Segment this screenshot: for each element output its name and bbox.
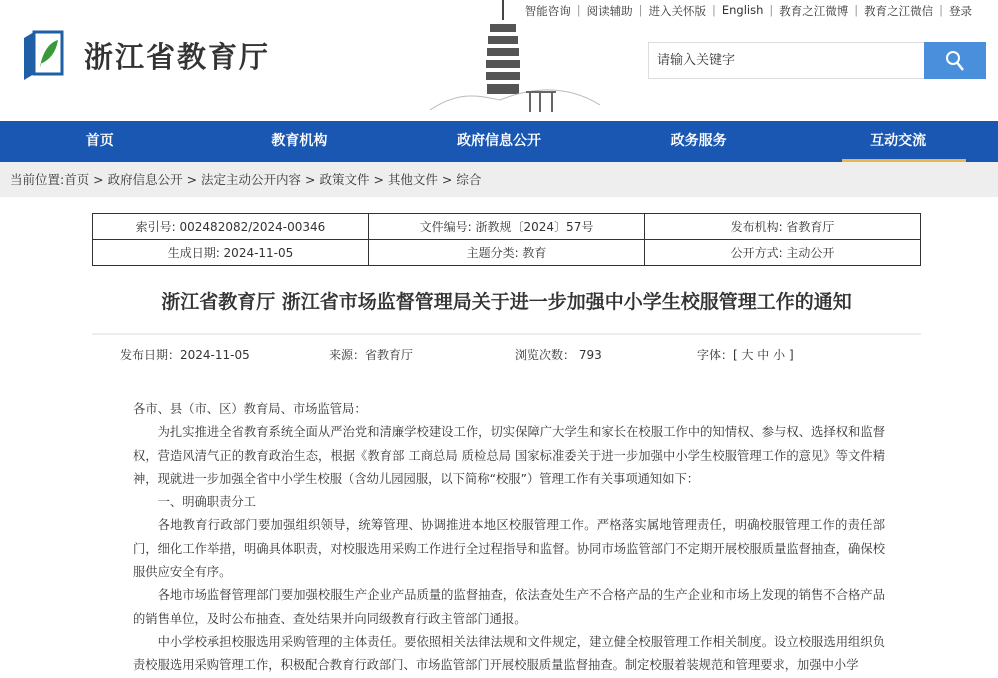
nav-services[interactable]: 政务服务 xyxy=(670,133,727,149)
meta-created: 生成日期: 2024-11-05 xyxy=(93,240,369,266)
search-box xyxy=(648,42,986,79)
meta-doc-no: 文件编号: 浙教规〔2024〕57号 xyxy=(369,214,645,240)
divider: | xyxy=(638,3,643,17)
nav-interaction[interactable]: 互动交流 xyxy=(798,121,998,162)
search-input[interactable] xyxy=(648,42,924,79)
divider xyxy=(92,333,921,335)
divider: | xyxy=(576,3,581,17)
divider: | xyxy=(939,3,943,17)
font-size-control[interactable]: 字体：[ 大 中 小 ] xyxy=(697,348,794,362)
divider: | xyxy=(854,3,859,17)
divider: | xyxy=(711,3,716,17)
paragraph: 中小学校承担校服选用采购管理的主体责任。要依照相关法律法规和文件规定，建立健全校服管理工作相关制度。设立校服选用组织负责校服选用采购管理工作，积极配合教育行政部门、市场监管部门开展校服质量监督抽查。制定校服着装规范和管理要求，加强中小学 xyxy=(133,634,885,673)
top-links xyxy=(525,3,972,19)
section-heading: 一、明确职责分工 xyxy=(157,495,256,510)
nav-gov-info[interactable]: 政府信息公开 xyxy=(456,133,541,149)
article-title: 浙江省教育厅 浙江省市场监督管理局关于进一步加强中小学生校服管理工作的通知 xyxy=(161,291,852,313)
publish-date: 发布日期：2024-11-05 xyxy=(120,348,250,362)
document-meta-table xyxy=(92,213,921,266)
link-care-version[interactable]: 进入关怀版 xyxy=(648,4,706,18)
meta-open-mode: 公开方式: 主动公开 xyxy=(645,240,921,266)
paragraph: 各地市场监督管理部门要加强校服生产企业产品质量的监督抽查，依法查处生产不合格产品的生产企业和市场上发现的销售不合格产品的销售单位，及时公布抽查、查处结果并向同级教育行政主管部门通报。 xyxy=(133,588,885,626)
paragraph: 为扎实推进全省教育系统全面从严治党和清廉学校建设工作，切实保障广大学生和家长在校服工作中的知情权、参与权、选择权和监督权，营造风清气正的教育政治生态，根据《教育部 工商总局 质检总局 国家标准委关于进一步加强中小学生校服管理工作的意见》等文件精神，现就进一步加强全省中小学生校服（含幼儿园园服，以下简称“校服”）管理工作有关事项通知如下： xyxy=(133,425,885,486)
link-reading-aid[interactable]: 阅读辅助 xyxy=(586,4,633,18)
breadcrumb: 当前位置:首页 > 政府信息公开 > 法定主动公开内容 > 政策文件 > 其他文件 > 综合 xyxy=(0,162,998,197)
nav-home[interactable]: 首页 xyxy=(85,133,114,149)
view-count: 浏览次数： 793 xyxy=(515,348,602,362)
search-button[interactable] xyxy=(924,42,986,79)
article-body xyxy=(133,398,885,678)
nav-institutions[interactable]: 教育机构 xyxy=(271,133,328,149)
site-name: 浙江省教育厅 xyxy=(84,39,271,74)
site-logo[interactable] xyxy=(20,28,270,82)
logo-emblem-icon xyxy=(20,28,66,82)
link-login[interactable]: 登录 xyxy=(949,4,972,18)
paragraph: 各地教育行政部门要加强组织领导，统筹管理、协调推进本地区校服管理工作。严格落实属地管理责任，明确校服管理工作的责任部门，细化工作举措，明确具体职责，对校服选用采购工作进行全过程指导和监督。协同市场监管部门不定期开展校服质量监督抽查，确保校服供应安全有序。 xyxy=(133,518,885,580)
divider: | xyxy=(769,3,774,17)
paragraph: 各市、县（市、区）教育局、市场监管局： xyxy=(133,402,367,416)
link-wechat[interactable]: 教育之江微信 xyxy=(864,4,934,18)
link-weibo[interactable]: 教育之江微博 xyxy=(779,4,849,18)
meta-index-no: 索引号: 002482082/2024-00346 xyxy=(93,214,369,240)
meta-topic: 主题分类: 教育 xyxy=(369,240,645,266)
link-english[interactable]: English xyxy=(721,3,764,17)
meta-issuer: 发布机构: 省教育厅 xyxy=(645,214,921,240)
link-smart-consult[interactable]: 智能咨询 xyxy=(524,4,571,18)
source: 来源：省教育厅 xyxy=(329,348,414,362)
site-header xyxy=(0,0,998,121)
search-icon xyxy=(943,49,967,73)
main-nav xyxy=(0,121,998,162)
